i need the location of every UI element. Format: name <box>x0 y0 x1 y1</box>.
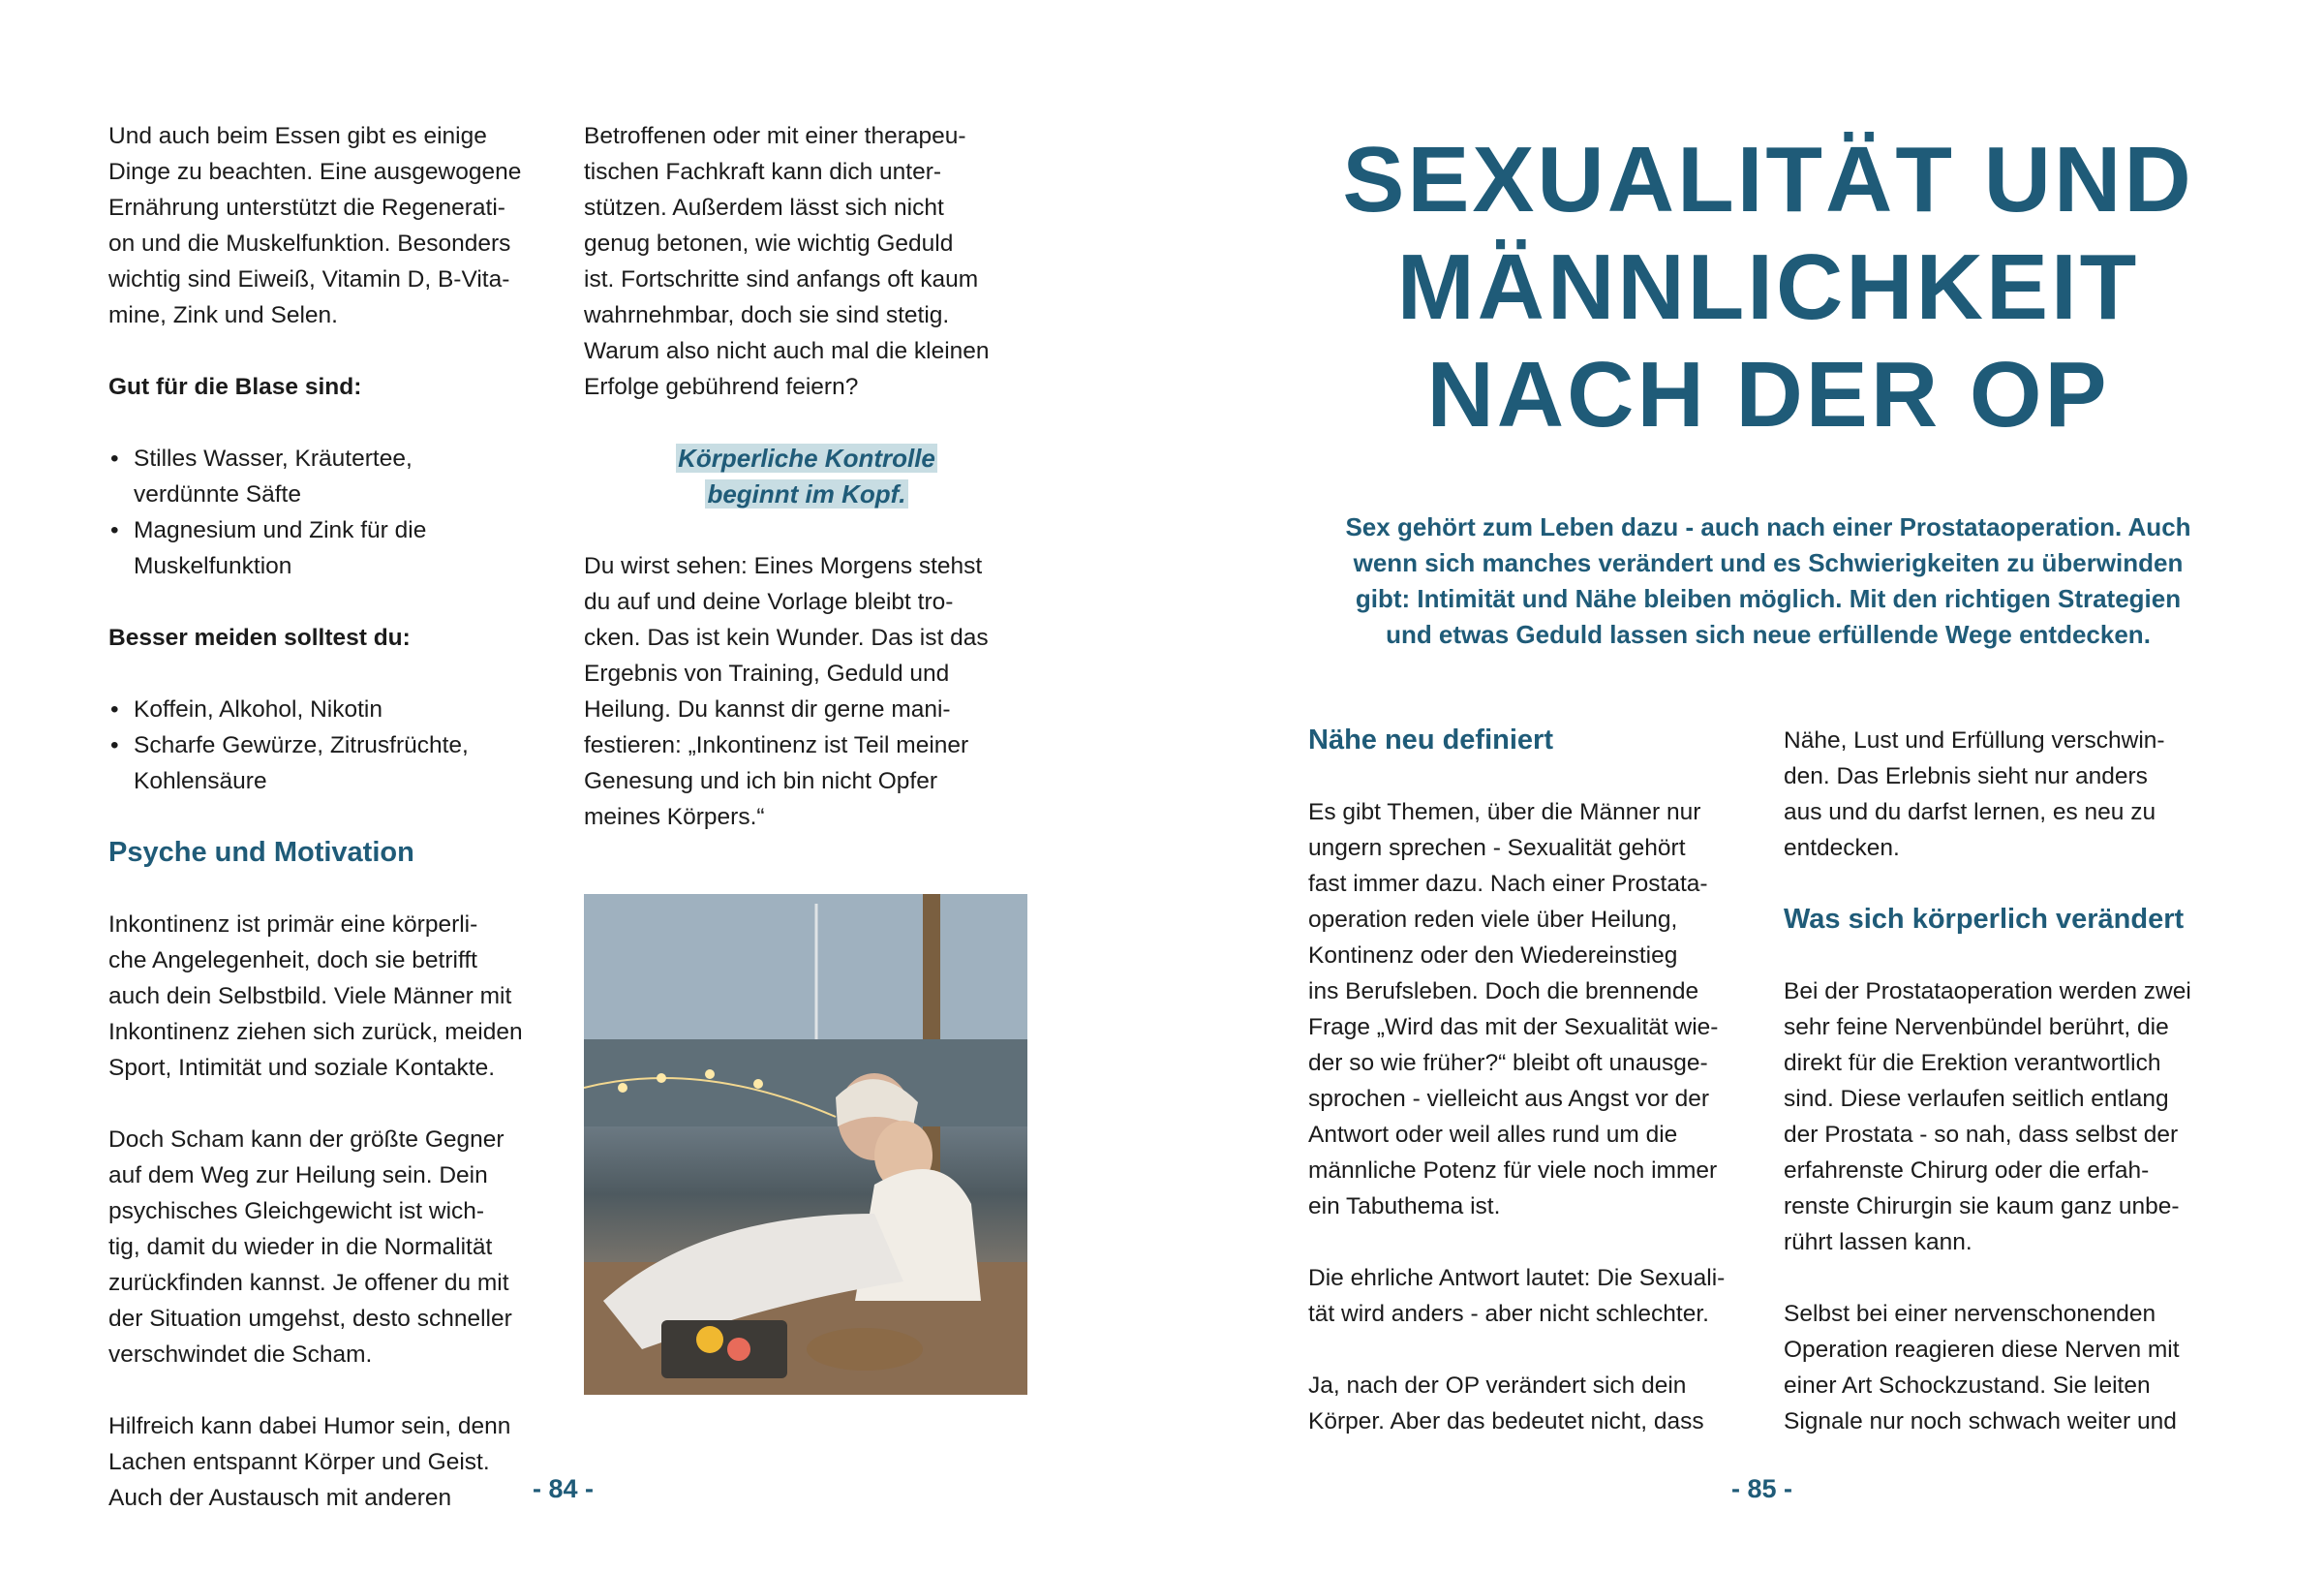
quote-line <box>584 477 1029 512</box>
paragraph <box>1308 1368 1763 1439</box>
text-line: Gut für die Blase sind: <box>108 374 362 400</box>
text-line: ist. Fortschritte sind anfangs oft kaum <box>584 266 979 293</box>
text-line: fast immer dazu. Nach einer Prostata- <box>1308 871 1708 897</box>
list-item-line: verdünnte Säfte <box>134 481 301 508</box>
title-line: SEXUALITÄT UND <box>1342 128 2194 231</box>
pull-quote <box>584 441 1029 512</box>
text-line: zurückfinden kannst. Je offener du mit <box>108 1270 509 1296</box>
text-line: Betroffenen oder mit einer therapeu- <box>584 123 966 149</box>
paragraph <box>108 1122 564 1373</box>
text-line: tät wird anders - aber nicht schlechter. <box>1308 1301 1709 1327</box>
bullet-icon: • <box>110 732 119 758</box>
list-item <box>108 441 564 512</box>
text-line: Genesung und ich bin nicht Opfer <box>584 768 938 794</box>
paragraph <box>1784 1296 2239 1439</box>
text-line: auf dem Weg zur Heilung sein. Dein <box>108 1162 488 1188</box>
spacer <box>108 799 564 835</box>
text-line: ungern sprechen - Sexualität gehört <box>1308 835 1686 861</box>
list-label <box>108 369 564 405</box>
spacer <box>1784 1260 2239 1296</box>
text-line: sehr feine Nervenbündel berührt, die <box>1784 1014 2169 1040</box>
spacer <box>1784 938 2239 973</box>
text-line: renste Chirurgin sie kaum ganz unbe- <box>1784 1193 2180 1219</box>
text-line: operation reden viele über Heilung, <box>1308 907 1678 933</box>
text-line: Heilung. Du kannst dir gerne mani- <box>584 696 951 723</box>
spacer <box>584 405 1029 441</box>
paragraph <box>584 548 1029 835</box>
bullet-list <box>108 441 564 584</box>
right-page-column-1 <box>1308 723 1763 1439</box>
text-line: festieren: „Inkontinenz ist Teil meiner <box>584 732 969 758</box>
text-line: Die ehrliche Antwort lautet: Die Sexuali- <box>1308 1265 1726 1291</box>
list-item <box>108 692 564 727</box>
text-line: direkt für die Erektion verantwortlich <box>1784 1050 2161 1076</box>
text-line: Doch Scham kann der größte Gegner <box>108 1126 505 1153</box>
text-line: Lachen entspannt Körper und Geist. <box>108 1449 490 1475</box>
text-line: der Prostata - so nah, dass selbst der <box>1784 1122 2179 1148</box>
section-heading <box>108 835 564 871</box>
spacer <box>108 656 564 692</box>
text-line: ein Tabuthema ist. <box>1308 1193 1501 1219</box>
list-item-line: Magnesium und Zink für die <box>134 517 427 543</box>
paragraph <box>1784 973 2239 1260</box>
text-line: Besser meiden solltest du: <box>108 625 411 651</box>
text-line: sind. Diese verlaufen seitlich entlang <box>1784 1086 2169 1112</box>
text-line: Operation reagieren diese Nerven mit <box>1784 1337 2180 1363</box>
paragraph <box>108 118 564 333</box>
list-item-line: Muskelfunktion <box>134 553 292 579</box>
text-line: auch dein Selbstbild. Viele Männer mit <box>108 983 512 1009</box>
text-line: genug betonen, wie wichtig Geduld <box>584 231 954 257</box>
text-line: aus und du darfst lernen, es neu zu <box>1784 799 2156 825</box>
text-line: erfahrenste Chirurg oder die erfah- <box>1784 1157 2150 1184</box>
text-line: Was sich körperlich verändert <box>1784 904 2185 935</box>
text-line: Du wirst sehen: Eines Morgens stehst <box>584 553 983 579</box>
text-line: männliche Potenz für viele noch immer <box>1308 1157 1718 1184</box>
text-line: on und die Muskelfunktion. Besonders <box>108 231 511 257</box>
page-number-left: - 84 - <box>533 1474 595 1503</box>
bullet-list <box>108 692 564 799</box>
list-label <box>108 620 564 656</box>
bullet-icon: • <box>110 446 119 472</box>
text-line: Frage „Wird das mit der Sexualität wie- <box>1308 1014 1719 1040</box>
intro-line: gibt: Intimität und Nähe bleiben möglich. Mit den richtigen Strategien <box>1355 584 2182 613</box>
text-line: verschwindet die Scham. <box>108 1342 373 1368</box>
spacer <box>108 871 564 907</box>
bullet-icon: • <box>110 696 119 723</box>
text-line: Es gibt Themen, über die Männer nur <box>1308 799 1701 825</box>
text-line: Auch der Austausch mit anderen <box>108 1485 452 1511</box>
text-line: meines Körpers.“ <box>584 804 765 830</box>
list-item-line: Kohlensäure <box>134 768 267 794</box>
text-line: Nähe neu definiert <box>1308 725 1553 756</box>
text-line: Erfolge gebührend feiern? <box>584 374 859 400</box>
text-line: rührt lassen kann. <box>1784 1229 1972 1255</box>
paragraph <box>1308 794 1763 1224</box>
spacer <box>108 405 564 441</box>
text-line: ins Berufsleben. Doch die brennende <box>1308 978 1699 1004</box>
right-page-column-2 <box>1784 723 2239 1439</box>
text-line: Ernährung unterstützt die Regenerati- <box>108 195 505 221</box>
spacer <box>1308 1224 1763 1260</box>
section-heading <box>1784 902 2239 938</box>
text-line: Selbst bei einer nervenschonenden <box>1784 1301 2156 1327</box>
text-line: Psyche und Motivation <box>108 837 414 868</box>
spacer <box>1308 1332 1763 1368</box>
chapter-title <box>1288 126 2248 448</box>
text-line: Antwort oder weil alles rund um die <box>1308 1122 1678 1148</box>
quote-text: beginnt im Kopf. <box>707 479 906 509</box>
text-line: der so wie früher?“ bleibt oft unausge- <box>1308 1050 1708 1076</box>
spacer <box>1784 866 2239 902</box>
text-line: sprochen - vielleicht aus Angst vor der <box>1308 1086 1709 1112</box>
intro-line: und etwas Geduld lassen sich neue erfüllende Wege entdecken. <box>1386 620 2151 649</box>
text-line: Ja, nach der OP verändert sich dein <box>1308 1373 1687 1399</box>
left-page-column-1 <box>108 118 564 1516</box>
text-line: Hilfreich kann dabei Humor sein, denn <box>108 1413 511 1439</box>
title-line: NACH DER OP <box>1426 343 2110 447</box>
list-item-line: Stilles Wasser, Kräutertee, <box>134 446 413 472</box>
text-line: du auf und deine Vorlage bleibt tro- <box>584 589 954 615</box>
text-line: Inkontinenz ist primär eine körperli- <box>108 911 478 938</box>
text-line: psychisches Gleichgewicht ist wich- <box>108 1198 485 1224</box>
text-line: Signale nur noch schwach weiter und <box>1784 1408 2177 1434</box>
text-line: den. Das Erlebnis sieht nur anders <box>1784 763 2148 789</box>
spacer <box>108 333 564 369</box>
text-line: der Situation umgehst, desto schneller <box>108 1306 512 1332</box>
text-line: einer Art Schockzustand. Sie leiten <box>1784 1373 2151 1399</box>
quote-text: Körperliche Kontrolle <box>678 444 935 473</box>
list-item <box>108 512 564 584</box>
text-line: Ergebnis von Training, Geduld und <box>584 661 950 687</box>
spacer <box>1308 758 1763 794</box>
text-line: wichtig sind Eiweiß, Vitamin D, B-Vita- <box>108 266 510 293</box>
paragraph <box>1784 723 2239 866</box>
chapter-intro <box>1288 509 2248 653</box>
photo-illustration <box>584 894 1027 1395</box>
list-item <box>108 727 564 799</box>
intro-line: wenn sich manches verändert und es Schwierigkeiten zu überwinden <box>1353 548 2184 577</box>
text-line: che Angelegenheit, doch sie betrifft <box>108 947 477 973</box>
text-line: Inkontinenz ziehen sich zurück, meiden <box>108 1019 523 1045</box>
spacer <box>108 1086 564 1122</box>
section-heading <box>1308 723 1763 758</box>
bullet-icon: • <box>110 517 119 543</box>
spacer <box>108 1373 564 1408</box>
text-line: Sport, Intimität und soziale Kontakte. <box>108 1055 496 1081</box>
text-line: tischen Fachkraft kann dich unter- <box>584 159 942 185</box>
spacer <box>584 512 1029 548</box>
list-item-line: Scharfe Gewürze, Zitrusfrüchte, <box>134 732 469 758</box>
text-line: tig, damit du wieder in die Normalität <box>108 1234 493 1260</box>
text-line: Und auch beim Essen gibt es einige <box>108 123 487 149</box>
paragraph <box>108 907 564 1086</box>
paragraph <box>108 1408 564 1516</box>
text-line: Bei der Prostataoperation werden zwei <box>1784 978 2191 1004</box>
spacer <box>108 584 564 620</box>
text-line: Nähe, Lust und Erfüllung verschwin- <box>1784 727 2165 754</box>
paragraph <box>1308 1260 1763 1332</box>
text-line: cken. Das ist kein Wunder. Das ist das <box>584 625 989 651</box>
quote-line <box>584 441 1029 477</box>
left-page-column-2 <box>584 118 1029 835</box>
title-line: MÄNNLICHKEIT <box>1396 235 2140 339</box>
intro-line: Sex gehört zum Leben dazu - auch nach einer Prostataoperation. Auch <box>1345 512 2191 541</box>
text-line: Kontinenz oder den Wiedereinstieg <box>1308 942 1678 969</box>
page-number-right: - 85 - <box>1731 1474 1793 1503</box>
text-line: Körper. Aber das bedeutet nicht, dass <box>1308 1408 1704 1434</box>
text-line: entdecken. <box>1784 835 1900 861</box>
text-line: mine, Zink und Selen. <box>108 302 338 328</box>
text-line: Dinge zu beachten. Eine ausgewogene <box>108 159 522 185</box>
photo-couple-on-boat <box>584 894 1027 1395</box>
text-line: Warum also nicht auch mal die kleinen <box>584 338 990 364</box>
paragraph <box>584 118 1029 405</box>
text-line: stützen. Außerdem lässt sich nicht <box>584 195 944 221</box>
list-item-line: Koffein, Alkohol, Nikotin <box>134 696 382 723</box>
text-line: wahrnehmbar, doch sie sind stetig. <box>584 302 950 328</box>
